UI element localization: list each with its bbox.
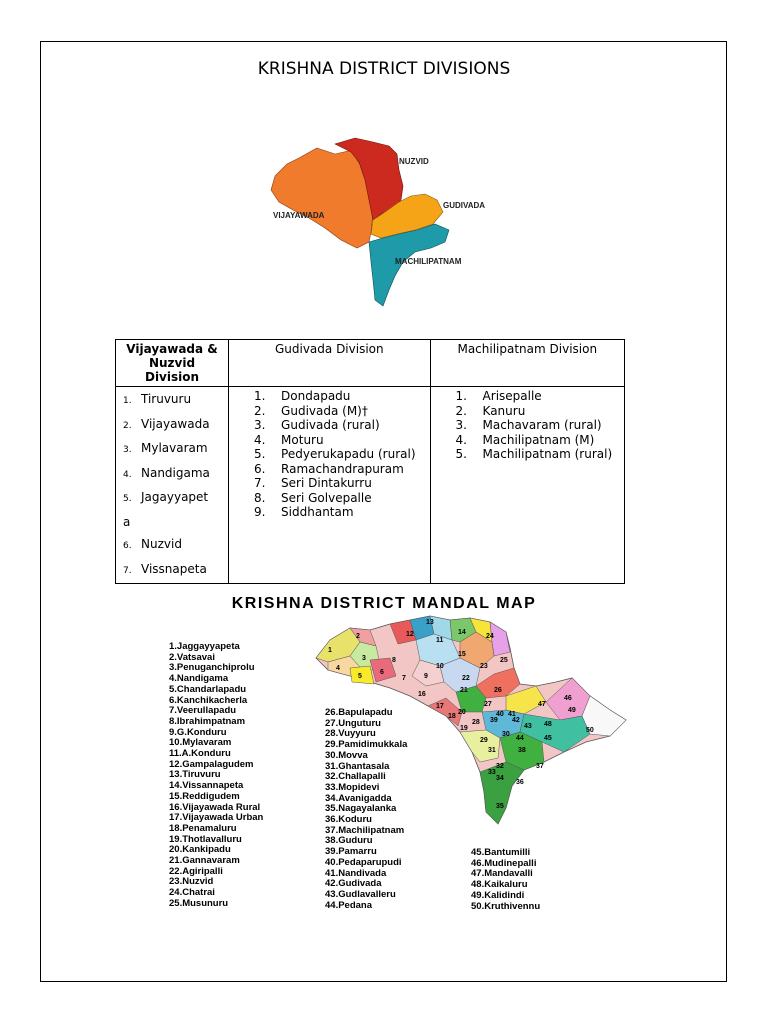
list-item: 1. Dondapadu xyxy=(254,389,351,403)
svg-text:9: 9 xyxy=(424,673,428,680)
mandal-legend-item: 18.Penamaluru xyxy=(169,822,237,834)
mandal-legend-item: 31.Ghantasala xyxy=(325,760,390,772)
svg-text:40: 40 xyxy=(496,711,504,718)
svg-text:3: 3 xyxy=(362,655,366,662)
mandal-legend-item: 12.Gampalagudem xyxy=(169,758,254,770)
svg-text:22: 22 xyxy=(462,675,470,682)
divisions-table xyxy=(115,339,625,584)
svg-text:39: 39 xyxy=(490,717,498,724)
mandal-legend-item: 35.Nagayalanka xyxy=(325,803,397,815)
list-item: 6. Nuzvid xyxy=(123,537,182,551)
svg-text:29: 29 xyxy=(480,737,488,744)
svg-text:34: 34 xyxy=(496,775,504,782)
mandal-legend-item: 8.Ibrahimpatnam xyxy=(169,715,246,727)
mandal-legend-item: 17.Vijayawada Urban xyxy=(169,812,264,824)
mandal-legend-item: 41.Nandivada xyxy=(325,867,387,879)
mandal-legend-item: 25.Musunuru xyxy=(169,897,229,909)
list-item: 3. Mylavaram xyxy=(123,441,208,455)
svg-text:19: 19 xyxy=(460,725,468,732)
map-label-machilipatnam: MACHILIPATNAM xyxy=(395,257,462,266)
mandal-legend-item: 9.G.Konduru xyxy=(169,726,227,738)
mandal-legend-item: 20.Kankipadu xyxy=(169,844,231,856)
svg-text:18: 18 xyxy=(448,713,456,720)
mandal-legend-item: 16.Vijayawada Rural xyxy=(169,801,261,813)
svg-text:4: 4 xyxy=(336,665,340,672)
mandal-legend-item: 6.Kanchikacherla xyxy=(169,694,248,706)
svg-text:41: 41 xyxy=(508,711,516,718)
mandal-legend-item: 7.Veerullapadu xyxy=(169,705,237,717)
mandal-legend-item: 14.Vissannapeta xyxy=(169,780,244,792)
svg-text:23: 23 xyxy=(480,663,488,670)
mandal-legend-item: 29.Pamidimukkala xyxy=(325,739,408,751)
list-item: 4. Machilipatnam (M) xyxy=(455,432,595,447)
list-item: 2. Gudivada (M)† xyxy=(254,403,368,418)
svg-text:44: 44 xyxy=(516,735,524,742)
mandal-legend-item: 47.Mandavalli xyxy=(471,868,533,880)
svg-text:10: 10 xyxy=(436,663,444,670)
mandal-legend-item: 28.Vuyyuru xyxy=(325,728,376,740)
list-item: 9. Siddhantam xyxy=(254,505,354,519)
svg-text:20: 20 xyxy=(458,709,466,716)
page-title: KRISHNA DISTRICT DIVISIONS xyxy=(257,59,511,80)
svg-text:5: 5 xyxy=(358,673,362,680)
svg-text:6: 6 xyxy=(380,669,384,676)
svg-text:47: 47 xyxy=(538,701,546,708)
mandal-legend-item: 45.Bantumilli xyxy=(471,847,531,858)
svg-text:16: 16 xyxy=(418,691,426,698)
mandal-legend-item: 50.Kruthivennu xyxy=(471,900,541,912)
mandal-legend-item: 48.Kaikaluru xyxy=(471,879,528,891)
svg-text:27: 27 xyxy=(484,701,492,708)
mandal-legend-item: 34.Avanigadda xyxy=(325,792,392,804)
header-vijayawada-nuzvid: Vijayawada & Nuzvid Division xyxy=(116,340,229,387)
list-item: 5. Pedyerukapadu (rural) xyxy=(254,447,416,461)
list-item: 7. Seri Dintakurru xyxy=(254,476,372,490)
mandal-legend-item: 42.Gudivada xyxy=(325,878,382,890)
mandal-map xyxy=(310,612,630,827)
svg-text:48: 48 xyxy=(544,721,552,728)
mandal-legend-item: 36.Koduru xyxy=(325,814,372,826)
map-label-gudivada: GUDIVADA xyxy=(443,201,486,210)
svg-text:42: 42 xyxy=(512,717,520,724)
division-map xyxy=(265,130,515,320)
mandal-legend-item: 49.Kalidindi xyxy=(471,889,525,901)
svg-text:21: 21 xyxy=(460,687,468,694)
svg-text:7: 7 xyxy=(402,675,406,682)
mandal-legend-item: 46.Mudinepalli xyxy=(471,857,537,869)
mandal-legend-col3 xyxy=(471,848,540,912)
map-label-vijayawada: VIJAYAWADA xyxy=(273,211,325,220)
header-gudivada: Gudivada Division xyxy=(229,340,431,387)
mandal-legend-item: 44.Pedana xyxy=(325,899,372,911)
svg-text:38: 38 xyxy=(518,747,526,754)
svg-text:46: 46 xyxy=(564,695,572,702)
svg-text:8: 8 xyxy=(392,657,396,664)
list-item: 4. Nandigama xyxy=(123,465,210,480)
vijayawada-nuzvid-cell xyxy=(116,387,229,584)
svg-text:26: 26 xyxy=(494,687,502,694)
list-item: 8. Seri Golvepalle xyxy=(254,490,372,505)
mandal-legend-item: 27.Unguturu xyxy=(325,717,381,729)
mandal-legend-item: 39.Pamarru xyxy=(325,846,377,858)
mandal-legend-item: 21.Gannavaram xyxy=(169,855,240,867)
mandal-legend-col1 xyxy=(169,642,263,910)
svg-text:37: 37 xyxy=(536,763,544,770)
mandal-legend-item: 11.A.Konduru xyxy=(169,748,231,760)
list-item: 3. Gudivada (rural) xyxy=(254,418,380,432)
mandal-legend-item: 32.Challapalli xyxy=(325,771,386,783)
header-machilipatnam: Machilipatnam Division xyxy=(430,340,624,387)
mandal-legend-item: 19.Thotlavalluru xyxy=(169,833,242,845)
mandal-legend-item: 1.Jaggayyapeta xyxy=(169,641,240,652)
list-item: 5. Machilipatnam (rural) xyxy=(455,447,613,461)
list-item: 2. Kanuru xyxy=(455,403,526,418)
svg-text:12: 12 xyxy=(406,631,414,638)
mandal-legend-item: 3.Penuganchiprolu xyxy=(169,662,255,674)
list-item: 1. Tiruvuru xyxy=(123,392,192,406)
list-item: 2. Vijayawada xyxy=(123,416,210,431)
svg-text:31: 31 xyxy=(488,747,496,754)
svg-text:43: 43 xyxy=(524,723,532,730)
svg-text:2: 2 xyxy=(356,633,360,640)
mandal-legend-item: 10.Mylavaram xyxy=(169,737,232,749)
svg-text:17: 17 xyxy=(436,703,444,710)
list-item: 5. Jagayyapet xyxy=(123,490,209,504)
svg-text:14: 14 xyxy=(458,629,466,636)
mandal-legend-item: 15.Reddigudem xyxy=(169,790,240,802)
mandal-legend-item: 5.Chandarlapadu xyxy=(169,683,247,695)
gudivada-cell xyxy=(229,387,431,584)
table-header-row xyxy=(116,340,625,387)
svg-text:35: 35 xyxy=(496,803,504,810)
mandal-legend-item: 2.Vatsavai xyxy=(169,651,215,663)
mandal-legend-item: 43.Gudlavalleru xyxy=(325,888,396,900)
list-item: 3. Machavaram (rural) xyxy=(455,418,602,432)
svg-text:50: 50 xyxy=(586,727,594,734)
mandal-legend-item: 37.Machilipatnam xyxy=(325,824,405,836)
svg-text:36: 36 xyxy=(516,779,524,786)
list-item: a xyxy=(123,514,131,529)
table-body-row xyxy=(116,387,625,584)
svg-text:13: 13 xyxy=(426,619,434,626)
svg-text:33: 33 xyxy=(488,769,496,776)
svg-text:28: 28 xyxy=(472,719,480,726)
svg-text:15: 15 xyxy=(458,651,466,658)
svg-text:32: 32 xyxy=(496,763,504,770)
list-item: 7. Vissnapeta xyxy=(123,561,207,576)
mandal-legend-item: 30.Movva xyxy=(325,749,368,761)
svg-text:45: 45 xyxy=(544,735,552,742)
mandal-legend-item: 40.Pedaparupudi xyxy=(325,856,402,868)
svg-text:11: 11 xyxy=(436,637,444,644)
mandal-legend-item: 26.Bapulapadu xyxy=(325,707,393,718)
svg-text:24: 24 xyxy=(486,633,494,640)
mandal-legend-item: 23.Nuzvid xyxy=(169,876,214,888)
region-vijayawada xyxy=(271,148,373,248)
mandal-legend-item: 22.Agiripalli xyxy=(169,865,223,877)
list-item: 6. Ramachandrapuram xyxy=(254,461,404,476)
svg-text:25: 25 xyxy=(500,657,508,664)
machilipatnam-cell xyxy=(430,387,624,584)
map-label-nuzvid: NUZVID xyxy=(399,157,429,166)
mandal-legend-item: 38.Guduru xyxy=(325,835,373,847)
mandal-map-title: KRISHNA DISTRICT MANDAL MAP xyxy=(231,595,537,613)
mandal-legend-item: 24.Chatrai xyxy=(169,887,215,899)
svg-text:1: 1 xyxy=(328,647,332,654)
svg-text:49: 49 xyxy=(568,707,576,714)
mandal-legend-item: 33.Mopidevi xyxy=(325,781,380,793)
mandal-legend-item: 13.Tiruvuru xyxy=(169,769,221,781)
list-item: 4. Moturu xyxy=(254,432,324,447)
mandal-legend-item: 4.Nandigama xyxy=(169,673,229,685)
list-item: 1. Arisepalle xyxy=(455,389,542,403)
svg-text:30: 30 xyxy=(502,731,510,738)
